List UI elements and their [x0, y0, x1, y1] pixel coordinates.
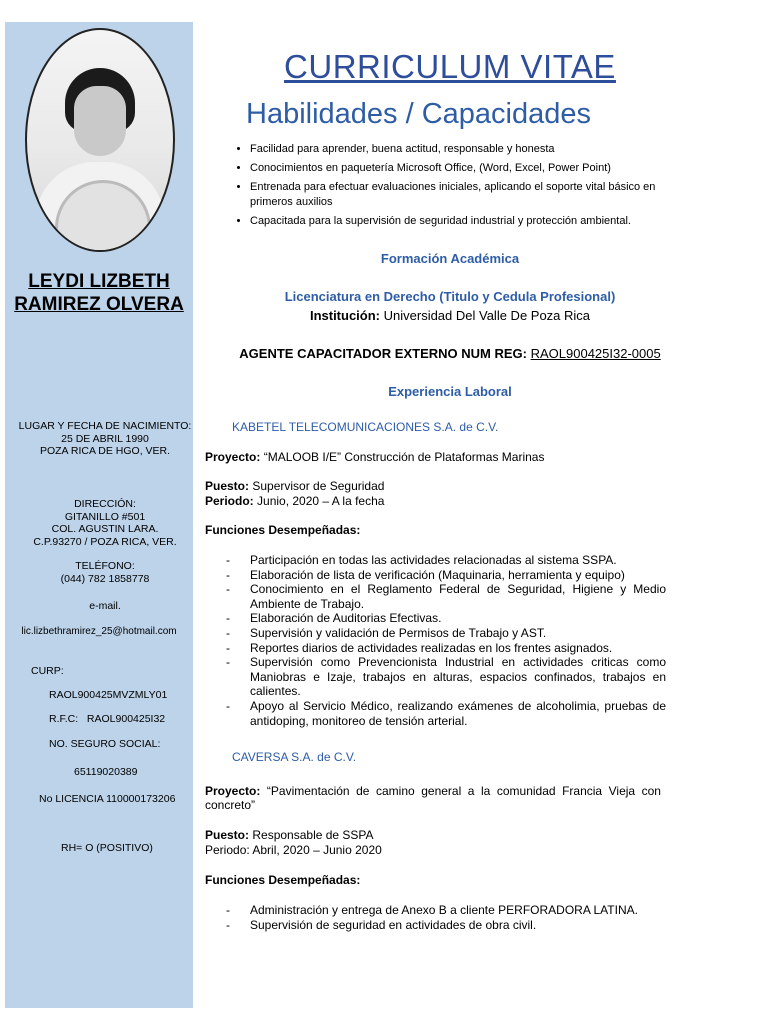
blood-type: RH= O (POSITIVO)	[61, 842, 153, 854]
phone-info: TELÉFONO: (044) 782 1858778	[60, 560, 150, 585]
list-item: - Elaboración de lista de verificación (Maquinaria, herramienta y equipo)	[226, 568, 666, 583]
list-item: - Supervisión como Prevencionista Industrial en actividades criticas como Maniobras e Izaje, trabajos en alturas, espacios confinados, trabajos en calientes.	[226, 655, 666, 699]
list-item: - Elaboración de Auditorias Efectivas.	[226, 611, 666, 626]
address-info: DIRECCIÓN: GITANILLO #501 COL. AGUSTIN LARA. C.P.93270 / POZA RICA, VER.	[33, 498, 177, 548]
project: Proyecto: “Pavimentación de camino general a la comunidad Francia Vieja con concreto”	[205, 784, 661, 812]
duties-list	[226, 903, 666, 932]
list-item: - Conocimiento en el Reglamento Federal de Seguridad, Higiene y Medio Ambiente de Trabajo.	[226, 582, 666, 611]
curp-label: CURP:	[31, 665, 64, 677]
birth-info: LUGAR Y FECHA DE NACIMIENTO: 25 DE ABRIL 1990 POZA RICA DE HGO, VER.	[18, 420, 192, 457]
experience-heading: Experiencia Laboral	[388, 384, 512, 399]
list-item: - Reportes diarios de actividades realizadas en los frentes asignados.	[226, 641, 666, 656]
education-heading: Formación Académica	[380, 251, 520, 266]
list-item: - Supervisión de seguridad en actividades de obra civil.	[226, 918, 666, 933]
email-label: e-mail.	[89, 600, 121, 612]
period: Periodo: Junio, 2020 – A la fecha	[205, 494, 385, 508]
degree: Licenciatura en Derecho (Titulo y Cedula Profesional)	[284, 289, 616, 304]
project: Proyecto: “MALOOB I/E” Construcción de Plataformas Marinas	[205, 450, 545, 464]
skills-list	[230, 142, 690, 233]
duties-label: Funciones Desempeñadas:	[205, 873, 361, 887]
list-item: • Facilidad para aprender, buena actitud, responsable y honesta	[250, 142, 690, 157]
rfc-value: R.F.C: RAOL900425I32	[49, 713, 166, 725]
list-item: • Entrenada para efectuar evaluaciones iniciales, aplicando el soporte vital básico en primeros auxilios	[250, 180, 690, 210]
position: Puesto: Supervisor de Seguridad	[205, 479, 385, 493]
position: Puesto: Responsable de SSPA	[205, 828, 374, 842]
list-item: - Participación en todas las actividades relacionadas al sistema SSPA.	[226, 553, 666, 568]
nss-value: 65119020389	[74, 766, 138, 778]
nss-label: NO. SEGURO SOCIAL:	[49, 738, 161, 750]
duties-label: Funciones Desempeñadas:	[205, 523, 361, 537]
company-name: KABETEL TELECOMUNICACIONES S.A. de C.V.	[232, 420, 499, 434]
page-title: CURRICULUM VITAE	[284, 48, 616, 85]
skills-heading: Habilidades / Capacidades	[246, 98, 591, 130]
institution: Institución: Universidad Del Valle De Poza Rica	[309, 308, 591, 323]
company-name: CAVERSA S.A. de C.V.	[232, 750, 357, 764]
list-item: • Conocimientos en paquetería Microsoft Office, (Word, Excel, Power Point)	[250, 161, 690, 176]
license-value: No LICENCIA 110000173206	[39, 793, 176, 805]
list-item: • Capacitada para la supervisión de seguridad industrial y protección ambiental.	[250, 214, 690, 229]
list-item: - Supervisión y validación de Permisos de Trabajo y AST.	[226, 626, 666, 641]
list-item: - Apoyo al Servicio Médico, realizando exámenes de alcoholimia, pruebas de antidoping, monitoreo de tensión arterial.	[226, 699, 666, 728]
period: Periodo: Abril, 2020 – Junio 2020	[205, 843, 382, 857]
curp-value: RAOL900425MVZMLY01	[49, 689, 168, 701]
candidate-name: LEYDI LIZBETH RAMIREZ OLVERA	[14, 271, 184, 315]
duties-list	[226, 553, 666, 728]
agent-registration: AGENTE CAPACITADOR EXTERNO NUM REG: RAOL900425I32-0005	[239, 346, 661, 361]
list-item: - Administración y entrega de Anexo B a cliente PERFORADORA LATINA.	[226, 903, 666, 918]
email-address: lic.lizbethramirez_25@hotmail.com	[21, 626, 177, 637]
